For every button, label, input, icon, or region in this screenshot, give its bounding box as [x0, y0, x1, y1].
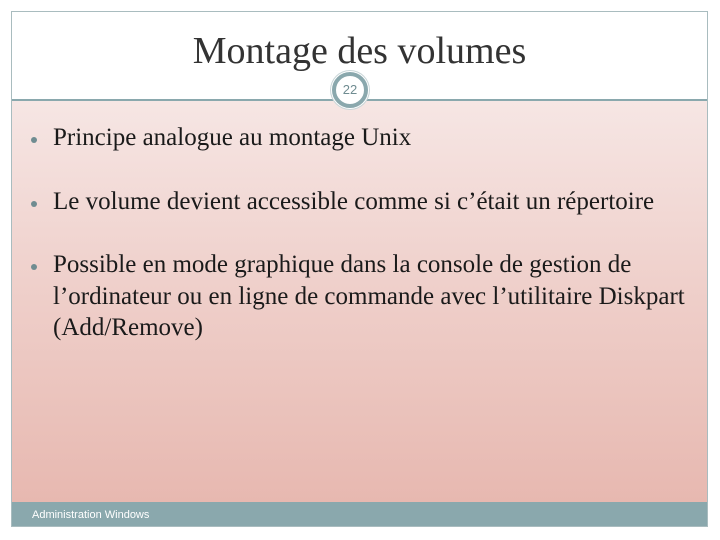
- bullet-item: [28, 186, 688, 218]
- bullet-dot-icon: [31, 264, 37, 270]
- bullet-item: [28, 122, 688, 154]
- slide-number-badge: 22: [332, 72, 368, 108]
- bullet-item: [28, 249, 688, 344]
- slide-title: Montage des volumes: [192, 30, 527, 72]
- bullet-text: Principe analogue au montage Unix: [53, 124, 412, 151]
- bullet-dot-icon: [31, 137, 37, 143]
- footer-text: Administration Windows: [32, 509, 150, 521]
- bullet-list: [28, 122, 688, 344]
- bullet-dot-icon: [31, 201, 37, 207]
- bullet-text: Possible en mode graphique dans la console de gestion de l’ordinateur ou en ligne de commande avec l’utilitaire Diskpart (Add/Remove): [53, 251, 685, 341]
- bullet-text: Le volume devient accessible comme si c’était un répertoire: [53, 187, 655, 215]
- footer-bar: [12, 502, 707, 526]
